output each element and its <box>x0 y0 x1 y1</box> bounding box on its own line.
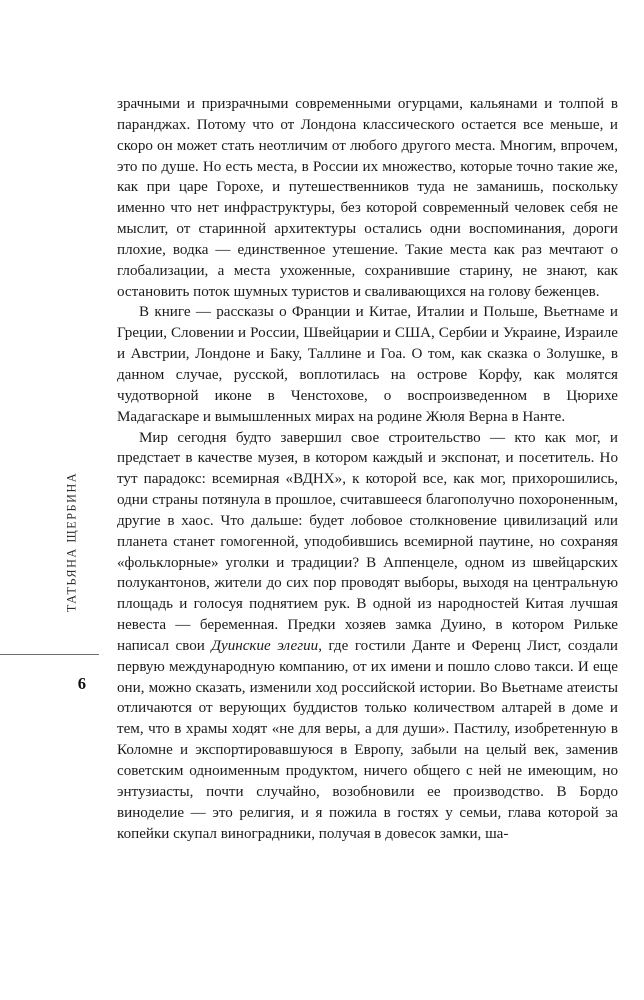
para-book-contents: В книге — рассказы о Франции и Китае, Италии и Польше, Вьетнаме и Греции, Словении и России, Швейцарии и США, Сербии и Украине, Израиле и Австрии, Лондоне и Баку, Таллине и Гоа. О том, как сказка о Золушке, в данном случае, русской, воплотилась на острове Корфу, как молятся чудотворной иконе в Ченстохове, о воспроизведенном в Цюрихе Мадагаскаре и вымышленных мирах на родине Жюля Верна в Нанте. <box>117 304 618 425</box>
page-number: 6 <box>77 674 86 693</box>
body-text <box>117 94 618 844</box>
folio-rule <box>0 654 99 655</box>
para-world-today: Мир сегодня будто завершил свое строительство — кто как мог, и предстает в качестве музея, в котором каждый и экспонат, и посетитель. Но тут парадокс: всемирная «ВДНХ», к которой все, как мог, прихорошились, одни страны потянула в прошлое, считавшееся благополучно похороненным, другие в хаос. Что дальше: будет лобовое столкновение цивилизаций или планета станет гомогенной, уподобившись всемирной паутине, но сохраняя «фольклорные» уголки и традиции? В Аппенцеле, одном из швейцарских полукантонов, жители до сих пор проводят выборы, выходя на центральную площадь и голосуя поднятием рук. В одной из народностей Китая лучшая невеста — беременная. Предки хозяев замка Дуино, в котором Рильке написал свои Дуинские элегии, где гостили Данте и Ференц Лист, создали первую международную компанию, от их имени и пошло слово такси. И еще они, можно сказать, изменили ход российской истории. Во Вьетнаме атеисты отличаются от верующих буддистов только количеством алтарей в доме и тем, что в храмы ходят «не для веры, а для души». Пастилу, изобретенную в Коломне и экспортировавшуюся в Европу, забыли на целый век, заменив советским одноименным продуктом, ничего общего с ней не имеющим, но энтузиасты, почти случайно, возобновили ее производство. В Бордо виноделие — это религия, и я пожила в гостях у семьи, глава которой за копейки скупал виноградники, получая в довесок замки, ша- <box>117 429 618 842</box>
book-title-italic: Дуинские элегии <box>211 637 319 654</box>
running-head-author: ТАТЬЯНА ЩЕРБИНА <box>64 471 79 613</box>
para-continued: зрачными и призрачными современными огурцами, кальянами и толпой в паранджах. Потому что от Лондона классического остается все меньше, и скоро он может стать неотличим от любого другого места. Многим, впрочем, это по душе. Но есть места, в России их множество, которые точно такие же, как при царе Горохе, и путешественников туда не заманишь, поскольку именно что нет инфраструктуры, без которой современный человек себя не мыслит, от старинной архитектуры остались одни воспоминания, дороги плохие, водка — единственное утешение. Такие места как раз мечтают о глобализации, а места ухоженные, сохранившие старину, не знают, как остановить поток шумных туристов и сваливающихся на голову беженцев. <box>117 96 618 300</box>
